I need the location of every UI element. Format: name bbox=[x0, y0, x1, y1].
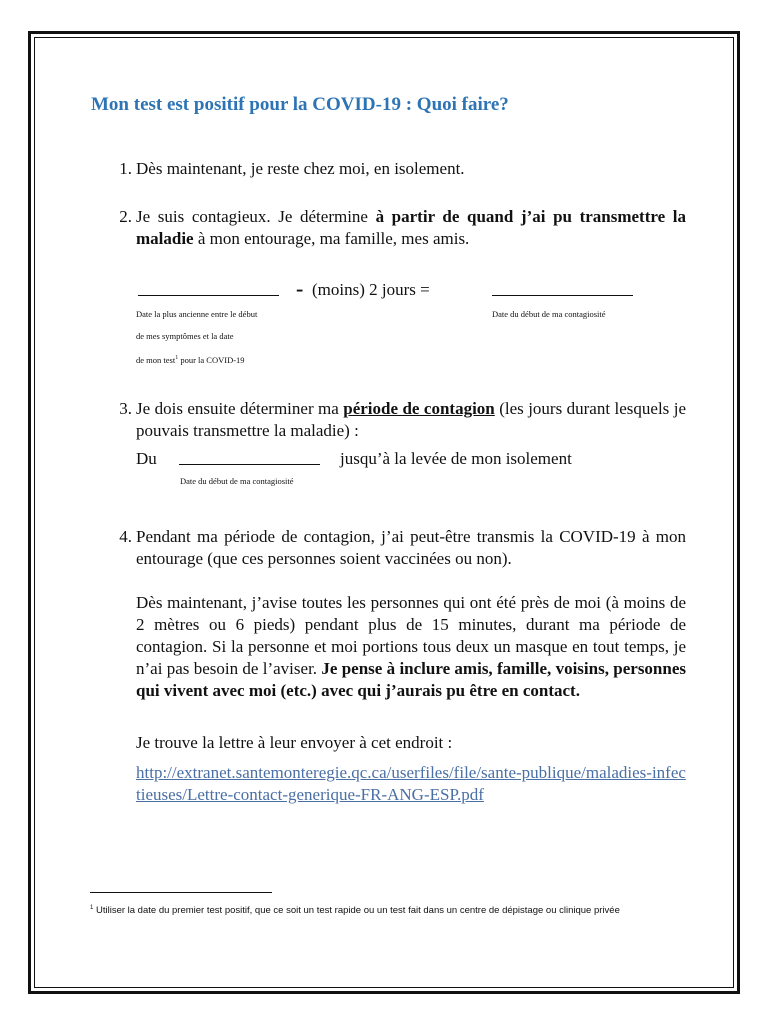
left-caption-covid: pour la COVID-19 bbox=[180, 354, 245, 365]
item-2-text-bold: à partir de quand j’ai pu transmettre la maladie bbox=[136, 207, 686, 248]
left-caption-line-3 bbox=[136, 348, 245, 371]
right-caption: Date du début de ma contagiosité bbox=[492, 309, 606, 319]
contagion-start-field[interactable] bbox=[179, 450, 320, 465]
contagiosity-date-field[interactable] bbox=[492, 281, 633, 296]
minus-sign: - bbox=[296, 276, 304, 301]
until-text: jusqu’à la levée de mon isolement bbox=[340, 449, 572, 468]
item-3-number: 3. bbox=[119, 399, 132, 418]
item-2-number: 2. bbox=[119, 207, 132, 226]
item-2-text-end: à mon entourage, ma famille, mes amis. bbox=[193, 229, 470, 248]
item-3-text-end: (les jours durant lesquels je pouvais transmettre la maladie) : bbox=[136, 399, 686, 440]
left-caption-line-1: Date la plus ancienne entre le début bbox=[136, 309, 258, 319]
footnote bbox=[90, 901, 690, 918]
item-1-text: Dès maintenant, je reste chez moi, en isolement. bbox=[136, 159, 465, 178]
item-3-text-underlined: période de contagion bbox=[343, 399, 495, 418]
item-4-number: 4. bbox=[119, 527, 132, 546]
item-4-para-2-normal: Dès maintenant, j’avise toutes les personnes qui ont été près de moi (à moins de 2 mètres ou 6 pieds) pendant plus de 15 minutes, durant ma période de contagion. Si la personne et moi portions tous deux un masque en tout temps, je n’ai pas besoin de l’aviser. bbox=[136, 593, 686, 678]
item-3-text-normal: Je dois ensuite déterminer ma bbox=[136, 399, 344, 418]
letter-link[interactable]: http://extranet.santemonteregie.qc.ca/userfiles/file/sante-publique/maladies-infectieuses/Lettre-contact-generique-FR-ANG-ESP.pdf bbox=[136, 763, 686, 804]
item-1-number: 1. bbox=[119, 159, 132, 178]
start-date-field[interactable] bbox=[138, 281, 279, 296]
item-3-text bbox=[136, 398, 686, 442]
left-caption-line-2: de mes symptômes et la date bbox=[136, 331, 234, 341]
formula-text: (moins) 2 jours = bbox=[312, 280, 430, 299]
page-title: Mon test est positif pour la COVID-19 : Quoi faire? bbox=[91, 94, 509, 115]
footnote-separator bbox=[90, 892, 272, 893]
item-3-caption: Date du début de ma contagiosité bbox=[180, 476, 294, 486]
du-label: Du bbox=[136, 449, 157, 468]
item-2-text bbox=[136, 206, 686, 250]
item-4-para-2-bold: Je pense à inclure amis, famille, voisins, personnes qui vivent avec moi (etc.) avec qui j’aurais pu être en contact. bbox=[136, 659, 687, 700]
footnote-number: 1 bbox=[90, 905, 94, 911]
item-4-para-1: Pendant ma période de contagion, j’ai peut-être transmis la COVID-19 à mon entourage (que ces personnes soient vaccinées ou non). bbox=[136, 527, 686, 568]
item-4-para-2 bbox=[136, 592, 686, 702]
footnote-ref: 1 bbox=[175, 355, 179, 361]
item-4-para-3: Je trouve la lettre à leur envoyer à cet endroit : bbox=[136, 733, 453, 752]
footnote-text: Utiliser la date du premier test positif, que ce soit un test rapide ou un test fait dans un centre de dépistage ou clinique privée bbox=[95, 905, 620, 917]
item-2-text-normal: Je suis contagieux. Je détermine bbox=[136, 207, 376, 226]
left-caption-test: de mon test bbox=[136, 354, 176, 365]
